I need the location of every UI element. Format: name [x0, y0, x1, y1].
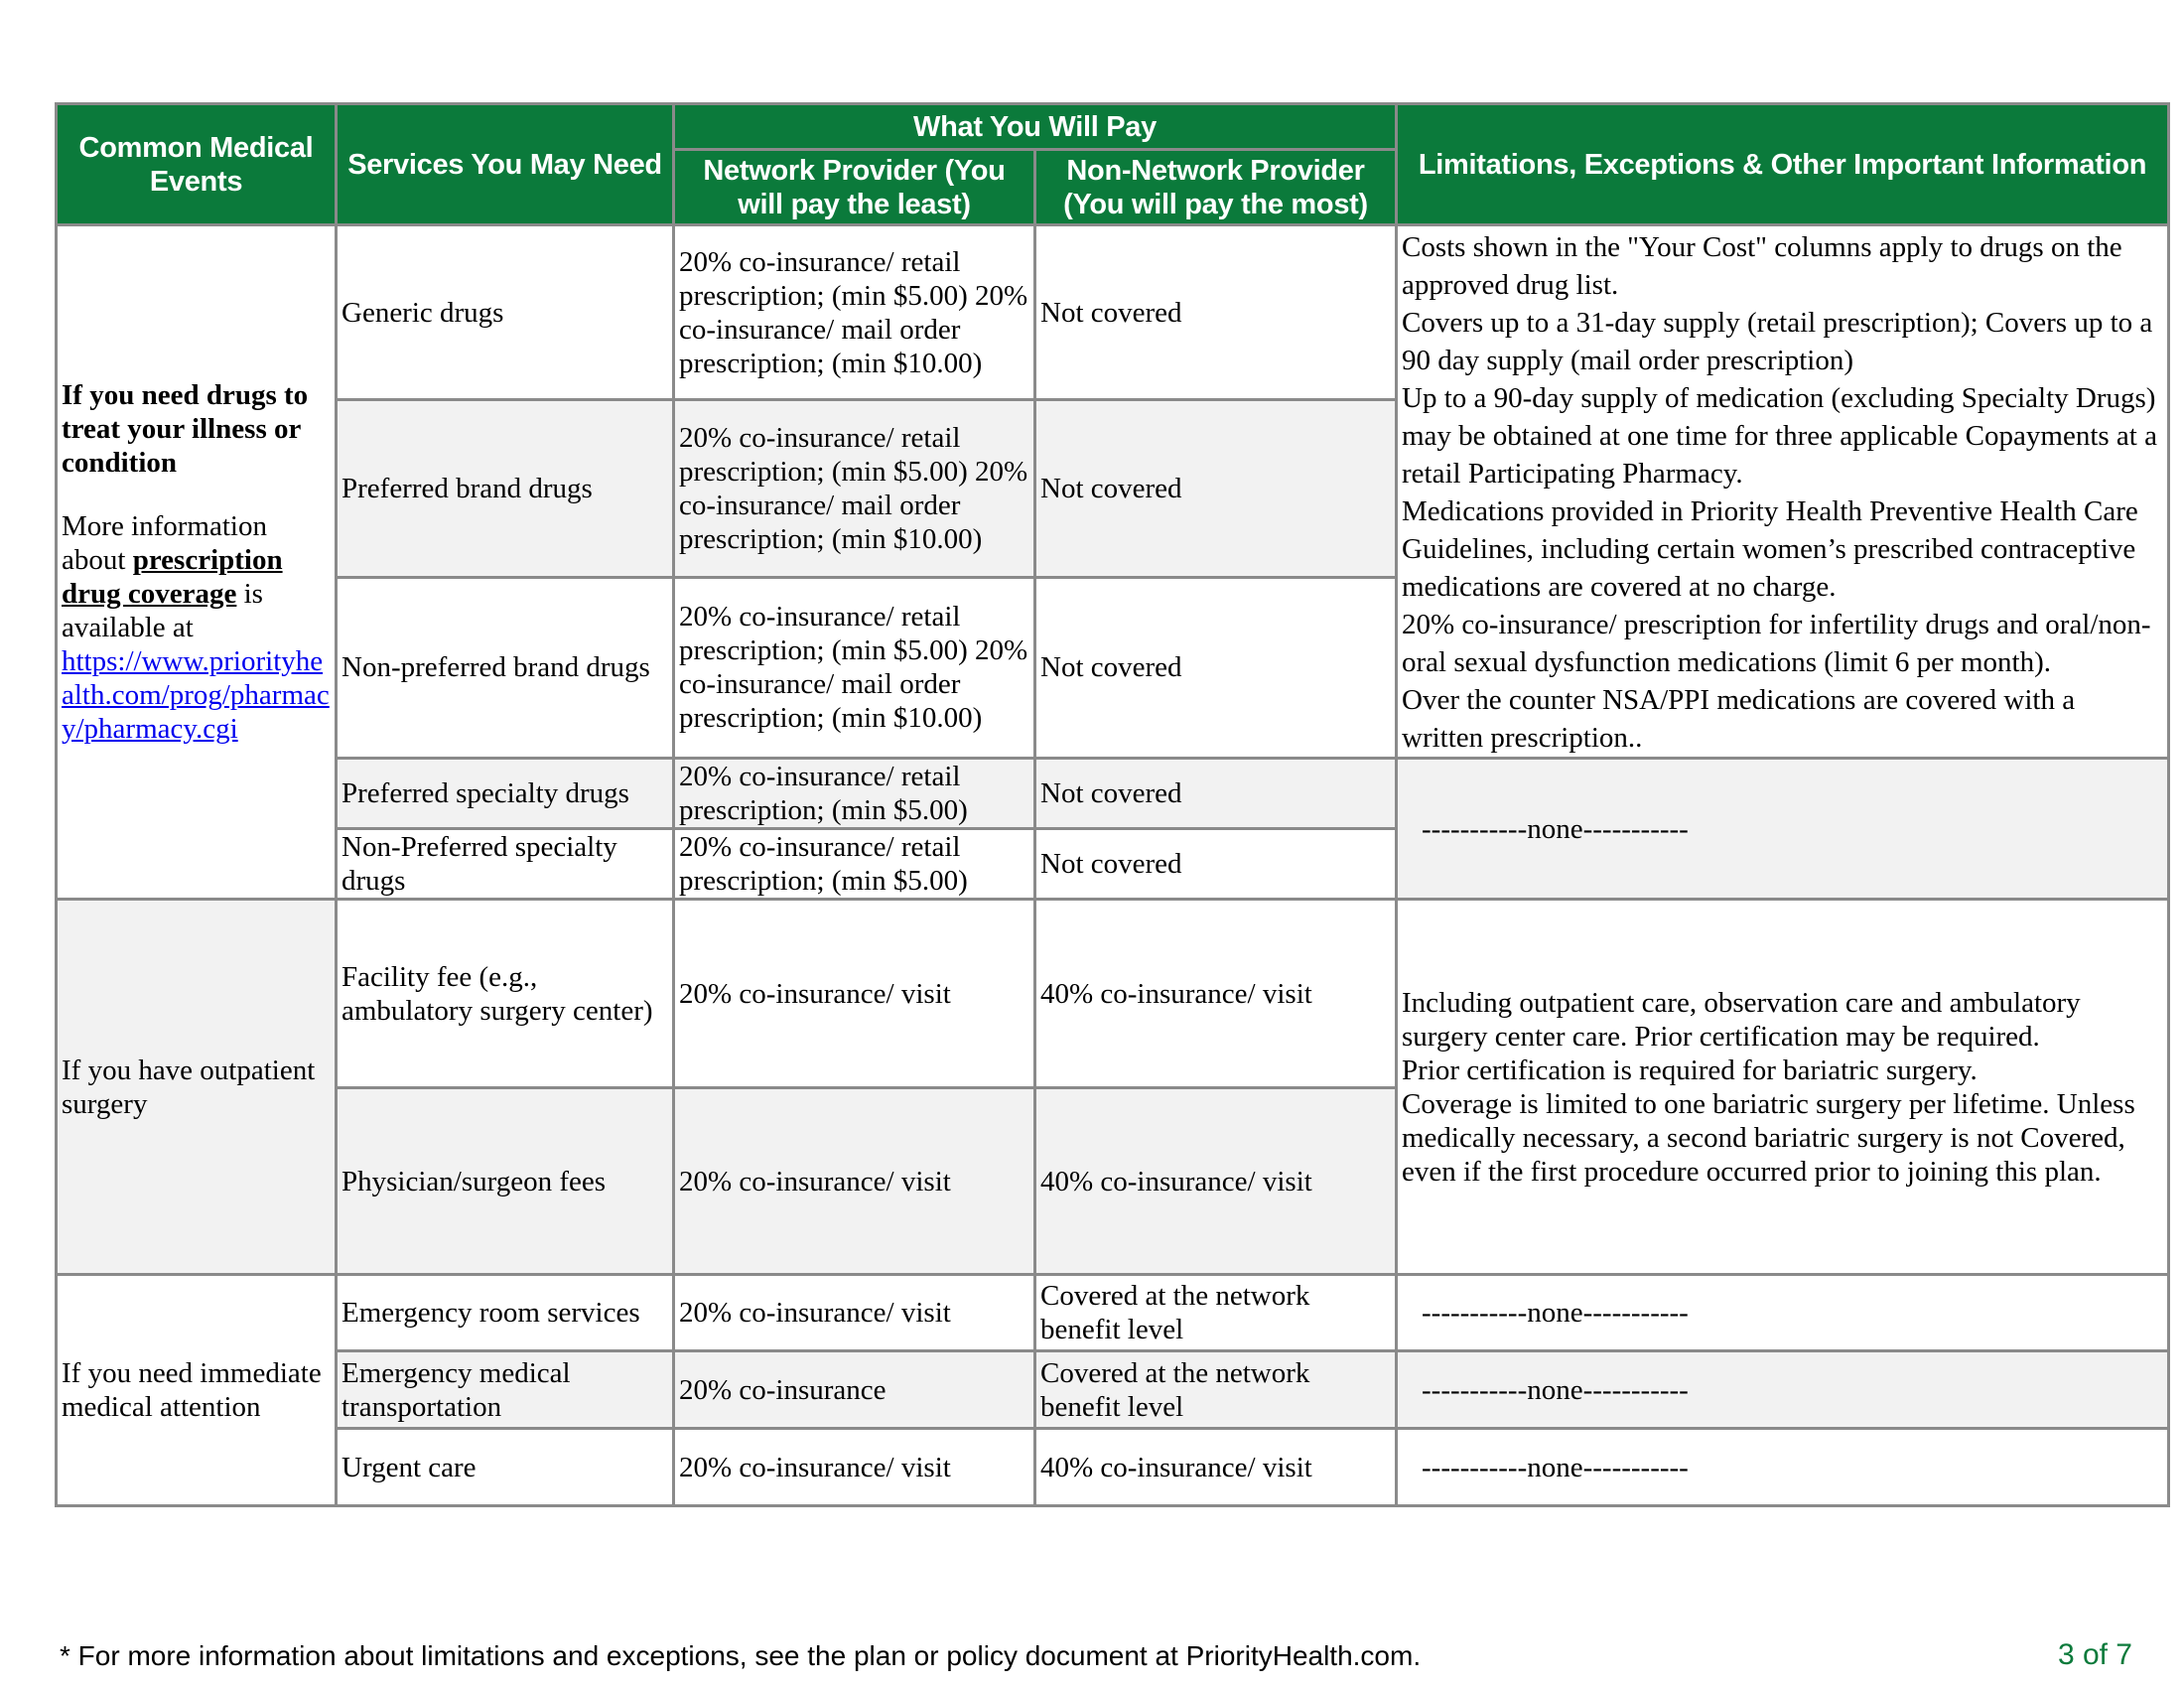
drug-limitations [1397, 225, 2169, 759]
non-network-non-preferred-brand: Not covered [1035, 577, 1397, 758]
service-emergency-transport: Emergency medical transportation [337, 1351, 674, 1429]
pharmacy-link[interactable]: https://www.priorityhealth.com/prog/pharmacy/pharmacy.cgi [62, 645, 330, 745]
service-non-preferred-brand: Non-preferred brand drugs [337, 577, 674, 758]
header-common-events: Common Medical Events [57, 104, 337, 225]
drug-limit-1: Costs shown in the "Your Cost" columns apply to drugs on the approved drug list. [1402, 231, 2122, 301]
drug-coverage-link-text[interactable]: prescription drug coverage [62, 544, 283, 610]
event-outpatient: If you have outpatient surgery [57, 900, 337, 1275]
urgent-care-limitations: -----------none----------- [1397, 1429, 2169, 1506]
specialty-limitations: -----------none----------- [1397, 759, 2169, 900]
network-facility-fee: 20% co-insurance/ visit [674, 900, 1035, 1088]
network-non-preferred-specialty: 20% co-insurance/ retail prescription; (min $5.00) [674, 829, 1035, 900]
drug-limit-3: Up to a 90-day supply of medication (excluding Specialty Drugs) may be obtained at one time for three applicable Copayments at a retail Participating Pharmacy. [1402, 382, 2157, 490]
event-emergency: If you need immediate medical attention [57, 1275, 337, 1506]
network-physician-fees: 20% co-insurance/ visit [674, 1088, 1035, 1275]
outpatient-limitations [1397, 900, 2169, 1275]
outpatient-limit-2: Prior certification is required for bariatric surgery. [1402, 1054, 1978, 1086]
drug-info-pre: More information about [62, 510, 267, 576]
event-drugs [57, 225, 337, 900]
non-network-facility-fee: 40% co-insurance/ visit [1035, 900, 1397, 1088]
benefits-table [55, 102, 2170, 1507]
header-services: Services You May Need [337, 104, 674, 225]
header-what-you-pay: What You Will Pay [674, 104, 1397, 150]
event-drugs-title: If you need drugs to treat your illness or condition [62, 379, 309, 479]
drug-limit-2: Covers up to a 31-day supply (retail prescription); Covers up to a 90 day supply (mail order prescription) [1402, 307, 2153, 376]
non-network-non-preferred-specialty: Not covered [1035, 829, 1397, 900]
service-generic-drugs: Generic drugs [337, 225, 674, 400]
network-preferred-specialty: 20% co-insurance/ retail prescription; (min $5.00) [674, 759, 1035, 829]
drug-limit-4: Medications provided in Priority Health Preventive Health Care Guidelines, including certain women’s prescribed contraceptive medications are covered at no charge. [1402, 495, 2138, 603]
page-number: 3 of 7 [2057, 1638, 2132, 1671]
service-preferred-specialty: Preferred specialty drugs [337, 759, 674, 829]
drug-info-post: is available at [62, 578, 263, 643]
emergency-transport-limitations: -----------none----------- [1397, 1351, 2169, 1429]
non-network-emergency-room: Covered at the network benefit level [1035, 1275, 1397, 1351]
service-physician-fees: Physician/surgeon fees [337, 1088, 674, 1275]
non-network-generic-drugs: Not covered [1035, 225, 1397, 400]
non-network-preferred-brand: Not covered [1035, 400, 1397, 577]
footnote: * For more information about limitations and exceptions, see the plan or policy document at PriorityHealth.com. [60, 1640, 1422, 1671]
non-network-physician-fees: 40% co-insurance/ visit [1035, 1088, 1397, 1275]
service-preferred-brand: Preferred brand drugs [337, 400, 674, 577]
header-non-network-provider: Non-Network Provider (You will pay the most) [1035, 150, 1397, 225]
non-network-preferred-specialty: Not covered [1035, 759, 1397, 829]
header-limitations: Limitations, Exceptions & Other Important Information [1397, 104, 2169, 225]
network-emergency-room: 20% co-insurance/ visit [674, 1275, 1035, 1351]
service-non-preferred-specialty: Non-Preferred specialty drugs [337, 829, 674, 900]
service-emergency-room: Emergency room services [337, 1275, 674, 1351]
outpatient-limit-1: Including outpatient care, observation care and ambulatory surgery center care. Prior certification may be required. [1402, 986, 2081, 1053]
network-urgent-care: 20% co-insurance/ visit [674, 1429, 1035, 1506]
non-network-urgent-care: 40% co-insurance/ visit [1035, 1429, 1397, 1506]
drug-limit-5: 20% co-insurance/ prescription for infertility drugs and oral/non-oral sexual dysfunction medications (limit 6 per month). [1402, 609, 2151, 678]
network-emergency-transport: 20% co-insurance [674, 1351, 1035, 1429]
outpatient-limit-3: Coverage is limited to one bariatric surgery per lifetime. Unless medically necessary, a second bariatric surgery is not Covered, even if the first procedure occurred prior to joining this plan. [1402, 1087, 2135, 1188]
drug-limit-6: Over the counter NSA/PPI medications are covered with a written prescription.. [1402, 684, 2076, 754]
non-network-emergency-transport: Covered at the network benefit level [1035, 1351, 1397, 1429]
service-urgent-care: Urgent care [337, 1429, 674, 1506]
service-facility-fee: Facility fee (e.g., ambulatory surgery center) [337, 900, 674, 1088]
header-network-provider: Network Provider (You will pay the least) [674, 150, 1035, 225]
network-non-preferred-brand: 20% co-insurance/ retail prescription; (min $5.00) 20% co-insurance/ mail order prescription; (min $10.00) [674, 577, 1035, 758]
emergency-room-limitations: -----------none----------- [1397, 1275, 2169, 1351]
network-generic-drugs: 20% co-insurance/ retail prescription; (min $5.00) 20% co-insurance/ mail order prescription; (min $10.00) [674, 225, 1035, 400]
network-preferred-brand: 20% co-insurance/ retail prescription; (min $5.00) 20% co-insurance/ mail order prescription; (min $10.00) [674, 400, 1035, 577]
